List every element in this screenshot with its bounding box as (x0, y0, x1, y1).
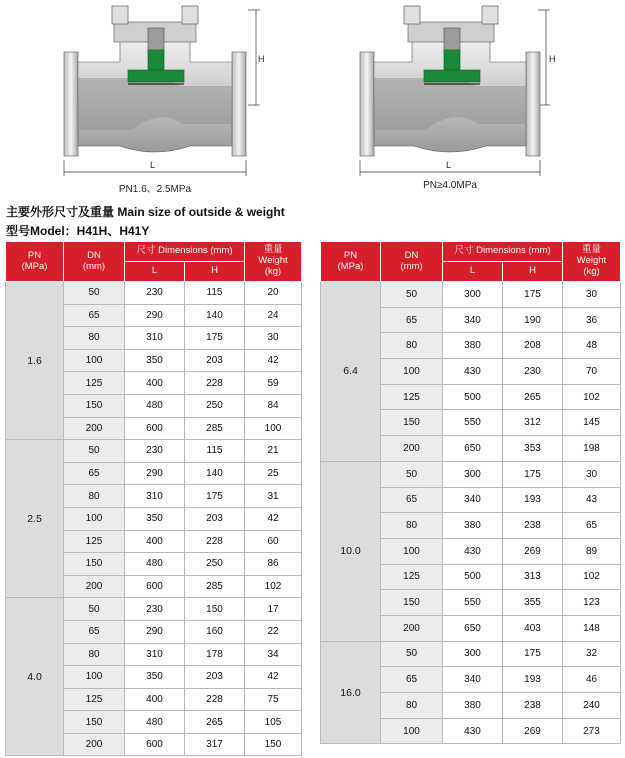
l-cell: 350 (125, 349, 185, 372)
pn-cell: 1.6 (6, 282, 64, 440)
h-cell: 285 (185, 417, 245, 440)
weight-cell: 42 (245, 507, 302, 530)
l-cell: 480 (125, 711, 185, 734)
dn-cell: 50 (64, 598, 125, 621)
h-cell: 250 (185, 553, 245, 576)
pn-cell: 6.4 (321, 282, 381, 462)
right-diagram-caption: PN≥4.0MPa (423, 180, 477, 191)
header-dimensions: 尺寸 Dimensions (mm) (443, 242, 563, 262)
table-row (321, 461, 621, 487)
header-dimensions: 尺寸 Dimensions (mm) (125, 242, 245, 262)
table-row (6, 598, 302, 621)
dn-cell: 200 (64, 733, 125, 756)
dn-cell: 65 (381, 307, 443, 333)
weight-cell: 30 (563, 461, 621, 487)
l-cell: 300 (443, 641, 503, 667)
l-cell: 290 (125, 462, 185, 485)
table-row (6, 282, 302, 305)
weight-cell: 25 (245, 462, 302, 485)
h-cell: 175 (185, 327, 245, 350)
l-cell: 650 (443, 436, 503, 462)
l-cell: 400 (125, 372, 185, 395)
section-title (6, 203, 285, 220)
weight-cell: 240 (563, 693, 621, 719)
h-cell: 355 (503, 590, 563, 616)
weight-cell: 30 (245, 327, 302, 350)
h-cell: 353 (503, 436, 563, 462)
header-weight: 重量 Weight (kg) (245, 242, 302, 282)
dn-cell: 100 (381, 538, 443, 564)
l-cell: 400 (125, 530, 185, 553)
h-cell: 269 (503, 538, 563, 564)
weight-cell: 30 (563, 282, 621, 308)
weight-cell: 102 (563, 564, 621, 590)
dim-h-label: H (258, 54, 265, 64)
weight-cell: 100 (245, 417, 302, 440)
l-cell: 600 (125, 733, 185, 756)
dn-cell: 65 (381, 487, 443, 513)
weight-cell: 60 (245, 530, 302, 553)
weight-cell: 46 (563, 667, 621, 693)
h-cell: 160 (185, 620, 245, 643)
h-cell: 175 (185, 485, 245, 508)
weight-cell: 102 (563, 384, 621, 410)
l-cell: 380 (443, 513, 503, 539)
header-pn: PN (MPa) (6, 242, 64, 282)
weight-cell: 84 (245, 394, 302, 417)
l-cell: 230 (125, 440, 185, 463)
weight-cell: 70 (563, 359, 621, 385)
weight-cell: 150 (245, 733, 302, 756)
weight-cell: 17 (245, 598, 302, 621)
h-cell: 317 (185, 733, 245, 756)
dn-cell: 65 (64, 620, 125, 643)
weight-cell: 65 (563, 513, 621, 539)
h-cell: 115 (185, 282, 245, 305)
table-row (6, 440, 302, 463)
section-title-cn: 主要外形尺寸及重量 (6, 205, 115, 219)
l-cell: 380 (443, 333, 503, 359)
dn-cell: 150 (64, 711, 125, 734)
h-cell: 208 (503, 333, 563, 359)
h-cell: 203 (185, 666, 245, 689)
dn-cell: 80 (381, 333, 443, 359)
l-cell: 340 (443, 307, 503, 333)
l-cell: 310 (125, 643, 185, 666)
h-cell: 150 (185, 598, 245, 621)
l-cell: 310 (125, 327, 185, 350)
dn-cell: 80 (381, 693, 443, 719)
dn-cell: 50 (64, 440, 125, 463)
dn-cell: 125 (64, 688, 125, 711)
header-h: H (185, 262, 245, 282)
pn-cell: 4.0 (6, 598, 64, 756)
h-cell: 238 (503, 693, 563, 719)
weight-cell: 148 (563, 615, 621, 641)
dn-cell: 150 (381, 590, 443, 616)
l-cell: 600 (125, 417, 185, 440)
left-spec-table (5, 241, 302, 756)
dim-l-label: L (150, 160, 156, 170)
l-cell: 480 (125, 553, 185, 576)
l-cell: 340 (443, 667, 503, 693)
dn-cell: 150 (64, 553, 125, 576)
dn-cell: 80 (64, 327, 125, 350)
dn-cell: 125 (64, 530, 125, 553)
dn-cell: 65 (381, 667, 443, 693)
header-dn: DN (mm) (64, 242, 125, 282)
header-l: L (443, 262, 503, 282)
h-cell: 313 (503, 564, 563, 590)
h-cell: 140 (185, 304, 245, 327)
l-cell: 300 (443, 282, 503, 308)
weight-cell: 22 (245, 620, 302, 643)
l-cell: 500 (443, 384, 503, 410)
dn-cell: 50 (381, 461, 443, 487)
h-cell: 190 (503, 307, 563, 333)
h-cell: 265 (185, 711, 245, 734)
pn-cell: 10.0 (321, 461, 381, 641)
header-weight: 重量 Weight (kg) (563, 242, 621, 282)
weight-cell: 102 (245, 575, 302, 598)
header-h: H (503, 262, 563, 282)
table-row (321, 641, 621, 667)
table-row (321, 282, 621, 308)
dn-cell: 100 (64, 666, 125, 689)
dn-cell: 65 (64, 462, 125, 485)
h-cell: 115 (185, 440, 245, 463)
dn-cell: 100 (381, 718, 443, 744)
weight-cell: 24 (245, 304, 302, 327)
dim-h-label: H (549, 54, 556, 64)
l-cell: 340 (443, 487, 503, 513)
weight-cell: 34 (245, 643, 302, 666)
dn-cell: 100 (64, 349, 125, 372)
h-cell: 228 (185, 372, 245, 395)
left-diagram-caption: PN1.6、2.5MPa (118, 184, 192, 195)
dn-cell: 65 (64, 304, 125, 327)
weight-cell: 32 (563, 641, 621, 667)
valve-drawing-pn16-25 (10, 0, 270, 178)
l-cell: 600 (125, 575, 185, 598)
dn-cell: 80 (64, 643, 125, 666)
weight-cell: 20 (245, 282, 302, 305)
h-cell: 175 (503, 641, 563, 667)
h-cell: 228 (185, 530, 245, 553)
l-cell: 400 (125, 688, 185, 711)
l-cell: 550 (443, 410, 503, 436)
h-cell: 269 (503, 718, 563, 744)
weight-cell: 89 (563, 538, 621, 564)
weight-cell: 36 (563, 307, 621, 333)
dn-cell: 200 (64, 575, 125, 598)
dn-cell: 100 (64, 507, 125, 530)
l-cell: 350 (125, 507, 185, 530)
h-cell: 250 (185, 394, 245, 417)
h-cell: 193 (503, 667, 563, 693)
dn-cell: 150 (381, 410, 443, 436)
weight-cell: 48 (563, 333, 621, 359)
h-cell: 230 (503, 359, 563, 385)
h-cell: 403 (503, 615, 563, 641)
h-cell: 178 (185, 643, 245, 666)
pn-cell: 16.0 (321, 641, 381, 744)
pn-cell: 2.5 (6, 440, 64, 598)
right-spec-table (320, 241, 621, 744)
h-cell: 203 (185, 349, 245, 372)
valve-drawing-pn40 (350, 0, 610, 178)
weight-cell: 31 (245, 485, 302, 508)
dn-cell: 50 (64, 282, 125, 305)
header-dn: DN (mm) (381, 242, 443, 282)
weight-cell: 145 (563, 410, 621, 436)
weight-cell: 105 (245, 711, 302, 734)
dn-cell: 150 (64, 394, 125, 417)
l-cell: 430 (443, 359, 503, 385)
h-cell: 175 (503, 282, 563, 308)
l-cell: 350 (125, 666, 185, 689)
dim-l-label: L (446, 160, 452, 170)
l-cell: 300 (443, 461, 503, 487)
weight-cell: 75 (245, 688, 302, 711)
dn-cell: 125 (381, 384, 443, 410)
h-cell: 238 (503, 513, 563, 539)
dn-cell: 100 (381, 359, 443, 385)
l-cell: 230 (125, 282, 185, 305)
dn-cell: 50 (381, 282, 443, 308)
l-cell: 310 (125, 485, 185, 508)
h-cell: 175 (503, 461, 563, 487)
l-cell: 500 (443, 564, 503, 590)
header-l: L (125, 262, 185, 282)
l-cell: 430 (443, 538, 503, 564)
l-cell: 550 (443, 590, 503, 616)
model-line: 型号Model：H41H、H41Y (6, 224, 150, 238)
l-cell: 290 (125, 620, 185, 643)
weight-cell: 43 (563, 487, 621, 513)
weight-cell: 273 (563, 718, 621, 744)
dn-cell: 80 (381, 513, 443, 539)
dn-cell: 200 (381, 436, 443, 462)
l-cell: 430 (443, 718, 503, 744)
dn-cell: 50 (381, 641, 443, 667)
section-title-en: Main size of outside & weight (117, 205, 285, 219)
weight-cell: 198 (563, 436, 621, 462)
weight-cell: 59 (245, 372, 302, 395)
weight-cell: 86 (245, 553, 302, 576)
h-cell: 312 (503, 410, 563, 436)
h-cell: 193 (503, 487, 563, 513)
weight-cell: 21 (245, 440, 302, 463)
l-cell: 480 (125, 394, 185, 417)
dn-cell: 125 (64, 372, 125, 395)
weight-cell: 42 (245, 666, 302, 689)
h-cell: 285 (185, 575, 245, 598)
l-cell: 650 (443, 615, 503, 641)
dn-cell: 80 (64, 485, 125, 508)
l-cell: 380 (443, 693, 503, 719)
dn-cell: 125 (381, 564, 443, 590)
h-cell: 140 (185, 462, 245, 485)
dn-cell: 200 (64, 417, 125, 440)
h-cell: 228 (185, 688, 245, 711)
h-cell: 203 (185, 507, 245, 530)
l-cell: 230 (125, 598, 185, 621)
l-cell: 290 (125, 304, 185, 327)
weight-cell: 42 (245, 349, 302, 372)
header-pn: PN (MPa) (321, 242, 381, 282)
dn-cell: 200 (381, 615, 443, 641)
h-cell: 265 (503, 384, 563, 410)
weight-cell: 123 (563, 590, 621, 616)
